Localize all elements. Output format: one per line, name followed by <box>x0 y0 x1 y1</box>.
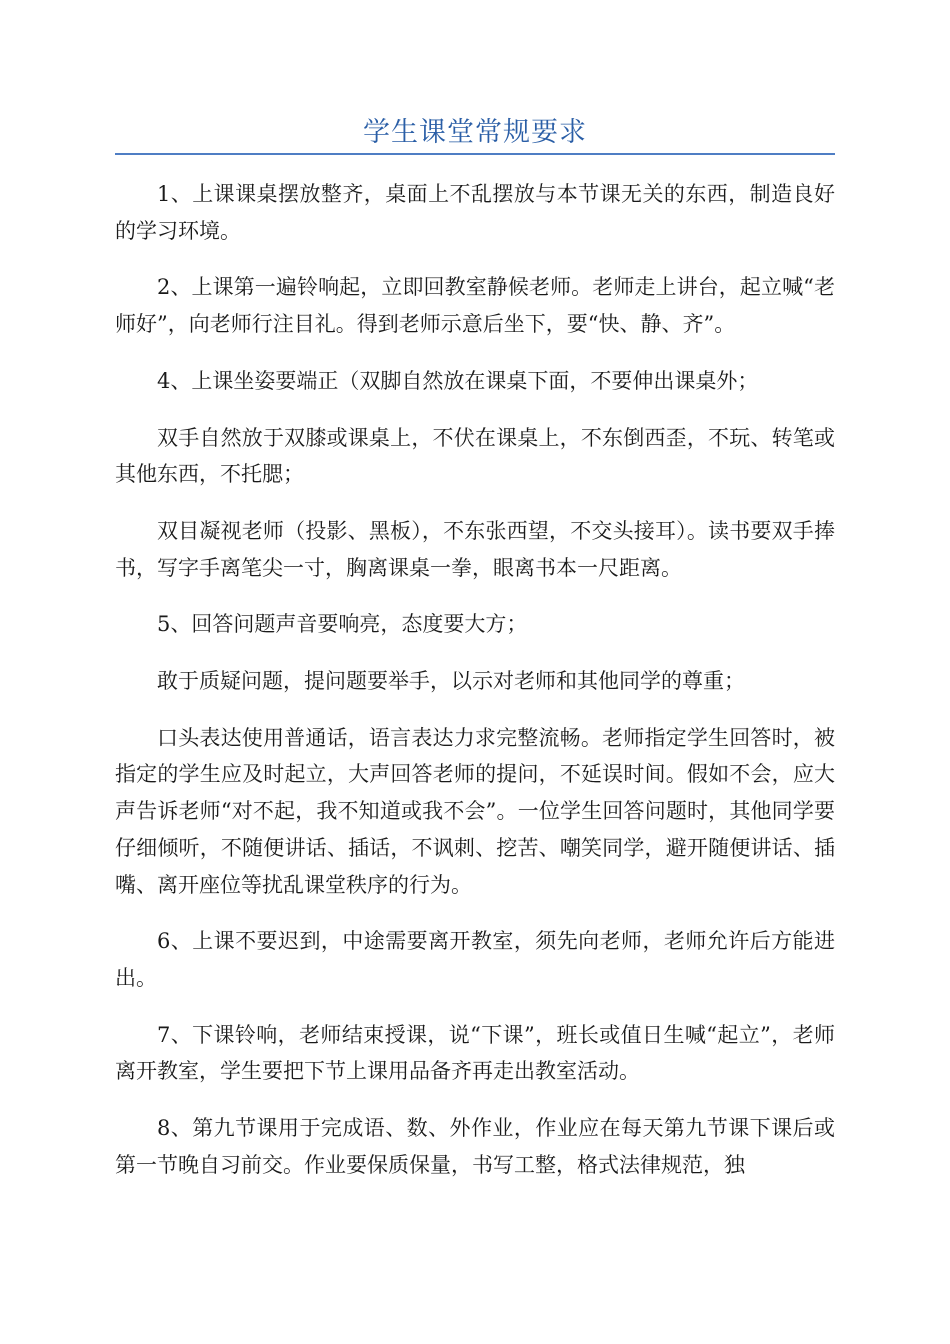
paragraph-8: 口头表达使用普通话，语言表达力求完整流畅。老师指定学生回答时，被指定的学生应及时起立，大声回答老师的提问，不延误时间。假如不会，应大声告诉老师“对不起，我不知道或我不会”。一位学生回答问题时，其他同学要仔细倾听，不随便讲话、插话，不讽刺、挖苦、嘲笑同学，避开随便讲话、插嘴、离开座位等扰乱课堂秩序的行为。 <box>115 725 835 897</box>
paragraph-5: 双目凝视老师（投影、黑板），不东张西望，不交头接耳）。读书要双手捧书，写字手离笔尖一寸，胸离课桌一拳，眼离书本一尺距离。 <box>115 518 835 580</box>
paragraph-7: 敢于质疑问题，提问题要举手，以示对老师和其他同学的尊重； <box>157 669 745 694</box>
page-title: 学生课堂常规要求 <box>363 117 587 148</box>
paragraph-9: 6、上课不要迟到，中途需要离开教室，须先向老师，老师允许后方能进出。 <box>115 929 835 990</box>
paragraph-1: 1、上课课桌摆放整齐，桌面上不乱摆放与本节课无关的东西，制造良好的学习环境。 <box>115 182 835 243</box>
paragraph-6: 5、回答问题声音要响亮，态度要大方； <box>157 612 528 637</box>
paragraph-10: 7、下课铃响，老师结束授课，说“下课”，班长或值日生喊“起立”，老师离开教室，学生要把下节上课用品备齐再走出教室活动。 <box>115 1022 835 1084</box>
paragraph-3: 4、上课坐姿要端正（双脚自然放在课桌下面，不要伸出课桌外； <box>157 368 759 393</box>
paragraph-4: 双手自然放于双膝或课桌上，不伏在课桌上，不东倒西歪，不玩、转笔或其他东西，不托腮； <box>115 425 835 487</box>
title-underline <box>115 153 835 155</box>
paragraph-11: 8、第九节课用于完成语、数、外作业，作业应在每天第九节课下课后或第一节晚自习前交。作业要保质保量，书写工整，格式法律规范，独 <box>115 1116 835 1177</box>
paragraph-2: 2、上课第一遍铃响起，立即回教室静候老师。老师走上讲台，起立喊“老师好”，向老师行注目礼。得到老师示意后坐下，要“快、静、齐”。 <box>115 275 835 337</box>
document-body <box>115 176 835 1203</box>
